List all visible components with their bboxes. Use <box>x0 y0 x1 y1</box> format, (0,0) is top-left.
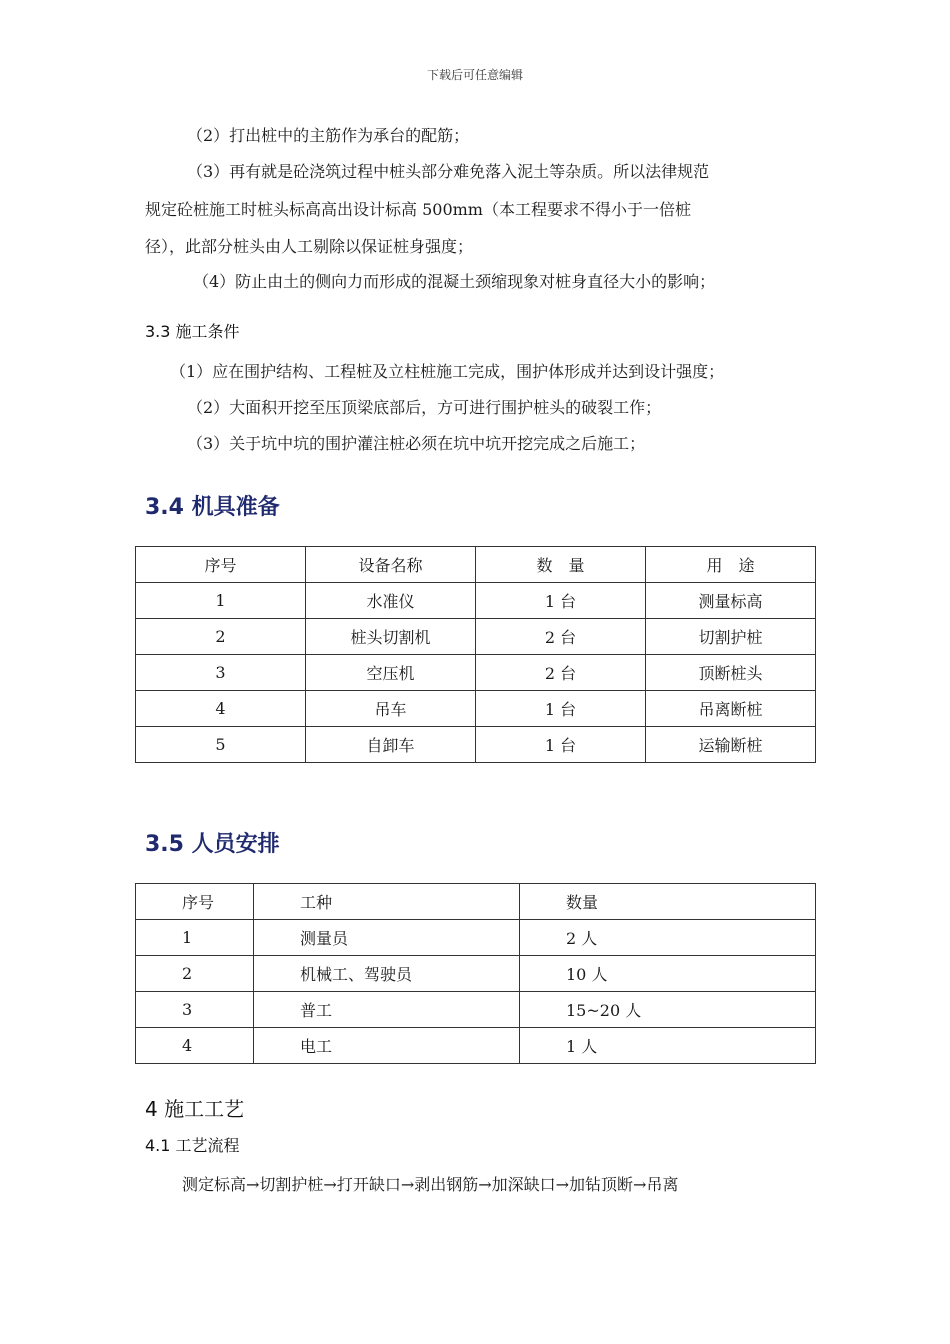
table-row <box>136 691 816 727</box>
cell: 吊离断桩 <box>646 691 816 727</box>
cell: 4 <box>136 691 306 727</box>
table-header-row <box>136 884 816 920</box>
paragraph-2: （2）打出桩中的主筋作为承台的配筋； <box>187 126 470 145</box>
cell: 桩头切割机 <box>306 619 476 655</box>
section-4-1-title: 4.1 工艺流程 <box>145 1136 240 1155</box>
cell: 4 <box>136 1028 254 1064</box>
cell: 2 台 <box>476 655 646 691</box>
table-row <box>136 956 816 992</box>
cell: 1 台 <box>476 727 646 763</box>
table-row <box>136 727 816 763</box>
cell: 机械工、驾驶员 <box>254 956 520 992</box>
cell: 普工 <box>254 992 520 1028</box>
section-4-title: 4 施工工艺 <box>145 1097 245 1121</box>
cell: 水准仪 <box>306 583 476 619</box>
table-row <box>136 655 816 691</box>
table-header-row <box>136 547 816 583</box>
cell: 1 <box>136 920 254 956</box>
cell: 1 台 <box>476 691 646 727</box>
paragraph-3-cont2: 径），此部分桩头由人工剔除以保证桩身强度； <box>145 237 474 256</box>
table-row <box>136 1028 816 1064</box>
condition-3: （3）关于坑中坑的围护灌注桩必须在坑中坑开挖完成之后施工； <box>187 434 646 453</box>
cell: 10 人 <box>520 956 816 992</box>
header-cell: 序号 <box>136 547 306 583</box>
cell: 运输断桩 <box>646 727 816 763</box>
cell: 空压机 <box>306 655 476 691</box>
cell: 2 人 <box>520 920 816 956</box>
page-header: 下载后可任意编辑 <box>426 68 523 82</box>
section-3-4-title: 3.4 机具准备 <box>145 495 280 520</box>
cell: 测量员 <box>254 920 520 956</box>
staff-table <box>135 883 816 1064</box>
header-cell: 数 量 <box>476 547 646 583</box>
paragraph-4: （4）防止由土的侧向力而形成的混凝土颈缩现象对桩身直径大小的影响； <box>193 272 716 291</box>
paragraph-3-cont: 规定砼桩施工时桩头标高高出设计标高 500mm（本工程要求不得小于一倍桩 <box>145 200 691 219</box>
cell: 2 <box>136 619 306 655</box>
table-row <box>136 583 816 619</box>
cell: 2 台 <box>476 619 646 655</box>
cell: 电工 <box>254 1028 520 1064</box>
cell: 测量标高 <box>646 583 816 619</box>
cell: 吊车 <box>306 691 476 727</box>
cell: 顶断桩头 <box>646 655 816 691</box>
table-row <box>136 619 816 655</box>
cell: 5 <box>136 727 306 763</box>
header-cell: 用 途 <box>646 547 816 583</box>
condition-2: （2）大面积开挖至压顶梁底部后，方可进行围护桩头的破裂工作； <box>187 398 662 417</box>
cell: 1 <box>136 583 306 619</box>
cell: 15~20 人 <box>520 992 816 1028</box>
cell: 3 <box>136 655 306 691</box>
section-3-3-title: 3.3 施工条件 <box>145 322 240 341</box>
process-flow-text: 测定标高→切割护桩→打开缺口→剥出钢筋→加深缺口→加钻顶断→吊离 <box>182 1175 679 1194</box>
header-cell: 设备名称 <box>306 547 476 583</box>
header-cell: 工种 <box>254 884 520 920</box>
cell: 3 <box>136 992 254 1028</box>
paragraph-3: （3）再有就是砼浇筑过程中桩头部分难免落入泥土等杂质。所以法律规范 <box>187 162 710 181</box>
cell: 切割护桩 <box>646 619 816 655</box>
section-3-5-title: 3.5 人员安排 <box>145 832 280 857</box>
header-cell: 数量 <box>520 884 816 920</box>
cell: 2 <box>136 956 254 992</box>
cell: 自卸车 <box>306 727 476 763</box>
cell: 1 台 <box>476 583 646 619</box>
table-row <box>136 992 816 1028</box>
equipment-table <box>135 546 816 763</box>
cell: 1 人 <box>520 1028 816 1064</box>
header-cell: 序号 <box>136 884 254 920</box>
condition-1: （1）应在围护结构、工程桩及立柱桩施工完成，围护体形成并达到设计强度； <box>170 362 725 381</box>
table-row <box>136 920 816 956</box>
